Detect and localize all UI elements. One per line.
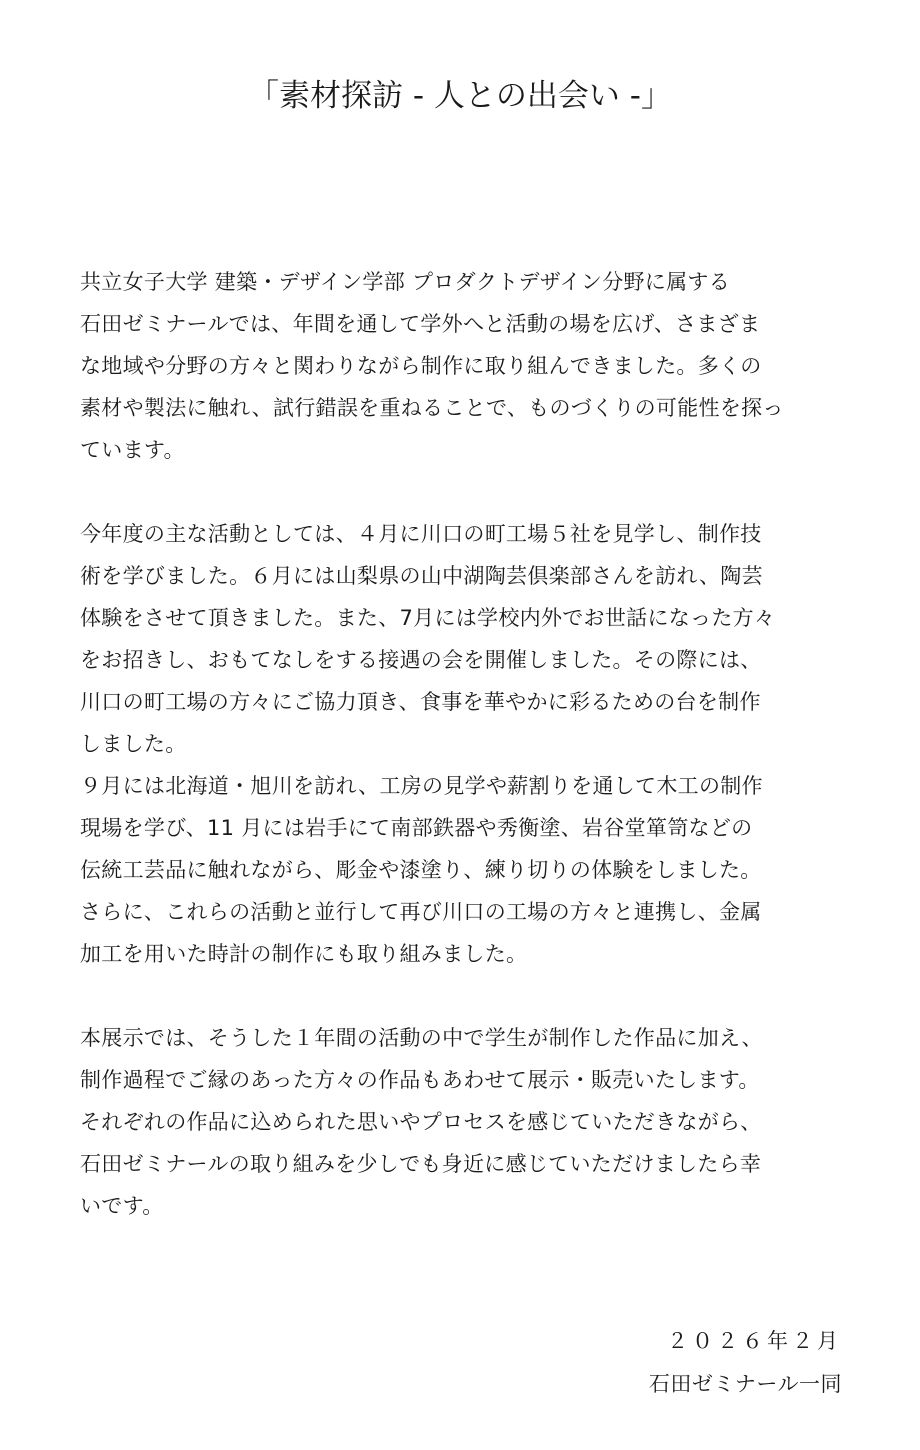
text-line: 共立女子大学 建築・デザイン学部 プロダクトデザイン分野に属する [80,270,731,294]
signature: 石田ゼミナール一同 [648,1372,842,1396]
intro-paragraph [80,261,850,471]
text-line: 石田ゼミナールの取り組みを少しでも身近に感じていただけましたら幸 [80,1152,762,1176]
text-line: 本展示では、そうした１年間の活動の中で学生が制作した作品に加え、 [80,1026,763,1050]
exhibition-paragraph [80,1017,850,1227]
text-line: それぞれの作品に込められた思いやプロセスを感じていただきながら、 [80,1110,762,1134]
text-line: 川口の町工場の方々にご協力頂き、食事を華やかに彩るための台を制作 [80,690,761,714]
text-line: な地域や分野の方々と関わりながら制作に取り組んできました。多くの [80,354,762,378]
text-line: ています。 [80,438,185,462]
text-line: 伝統工芸品に触れながら、彫金や漆塗り、練り切りの体験をしました。 [80,858,762,882]
text-line: をお招きし、おもてなしをする接遇の会を開催しました。その際には、 [80,648,762,672]
text-line: 素材や製法に触れ、試行錯誤を重ねることで、ものづくりの可能性を探っ [80,396,784,420]
text-line: 制作過程でご縁のあった方々の作品もあわせて展示・販売いたします。 [80,1068,760,1092]
text-line: さらに、これらの活動と並行して再び川口の工場の方々と連携し、金属 [80,900,762,924]
text-line: しました。 [80,732,187,756]
activities-paragraph [80,513,850,975]
text-line: 体験をさせて頂きました。また、7月には学校内外でお世話になった方々 [80,606,776,630]
text-line: ９月には北海道・旭川を訪れ、工房の見学や薪割りを通して木工の制作 [80,774,763,798]
text-line: 術を学びました。６月には山梨県の山中湖陶芸倶楽部さんを訪れ、陶芸 [80,564,763,588]
text-line: 今年度の主な活動としては、４月に川口の町工場５社を見学し、制作技 [80,522,762,546]
text-line: 現場を学び、11 月には岩手にて南部鉄器や秀衡塗、岩谷堂箪笥などの [80,816,753,840]
text-line: いです。 [80,1194,164,1218]
text-line: 加工を用いた時計の制作にも取り組みました。 [80,942,528,966]
document-date: ２０２６年２月 [667,1329,842,1353]
document-title: 「素材探訪 - 人との出会い -」 [248,78,672,114]
text-line: 石田ゼミナールでは、年間を通して学外へと活動の場を広げ、さまざま [80,312,761,336]
